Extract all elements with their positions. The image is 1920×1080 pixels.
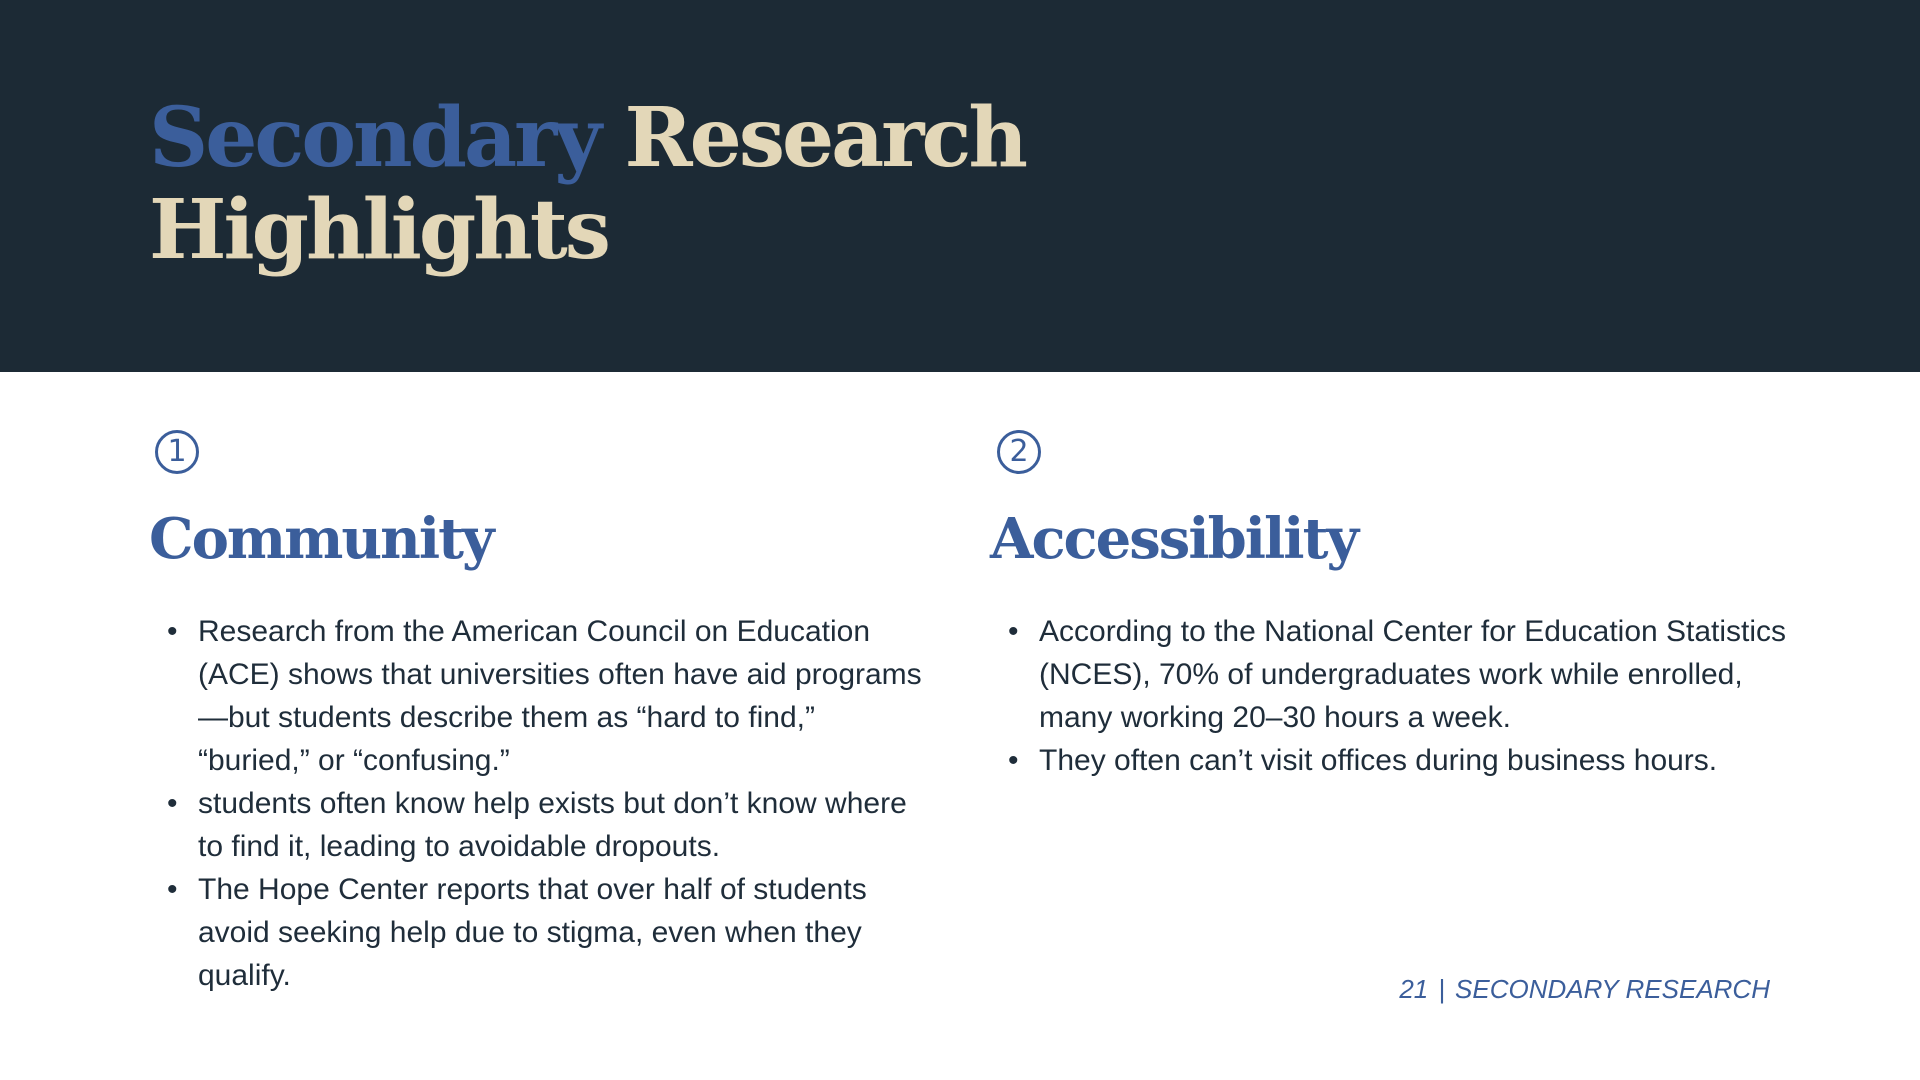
footer-section-label: SECONDARY RESEARCH [1455,974,1770,1004]
bullet-item [990,610,1799,739]
bullet-item [149,782,928,868]
bullet-dot-icon: • [167,873,178,906]
bullet-dot-icon: • [167,615,178,648]
bullet-text: students often know help exists but don’t know where to find it, leading to avoidable dropouts. [198,787,907,863]
bullet-dot-icon: • [167,787,178,820]
number-badge [997,430,1041,474]
section-community [149,430,929,997]
page-footer [1399,972,1770,1006]
bullet-item [149,610,928,782]
footer-separator: | [1438,974,1446,1004]
bullet-list [149,610,929,997]
bullet-item [990,739,1799,782]
page-number: 21 [1399,974,1429,1004]
section-accessibility [990,430,1787,782]
bullet-text: According to the National Center for Education Statistics (NCES), 70% of undergraduates work while enrolled, many working 20–30 hours a week. [1039,615,1787,734]
page-title [149,92,1025,276]
section-number: 2 [1009,434,1029,469]
section-number: 1 [167,434,187,469]
number-badge [155,430,199,474]
bullet-text: They often can’t visit offices during business hours. [1039,744,1718,777]
section-heading: Community [149,506,493,572]
bullet-dot-icon: • [1008,615,1019,648]
bullet-item [149,868,928,997]
bullet-list [990,610,1787,782]
title-accent-word: Secondary [149,90,599,186]
title-line-2: Highlights [149,182,608,278]
bullet-text: The Hope Center reports that over half of students avoid seeking help due to stigma, even when they qualify. [198,873,867,992]
title-word: Research [598,90,1026,186]
section-heading: Accessibility [990,506,1357,572]
bullet-text: Research from the American Council on Education (ACE) shows that universities often have aid programs—but students describe them as “hard to find,” “buried,” or “confusing.” [198,615,922,777]
bullet-dot-icon: • [1008,744,1019,777]
